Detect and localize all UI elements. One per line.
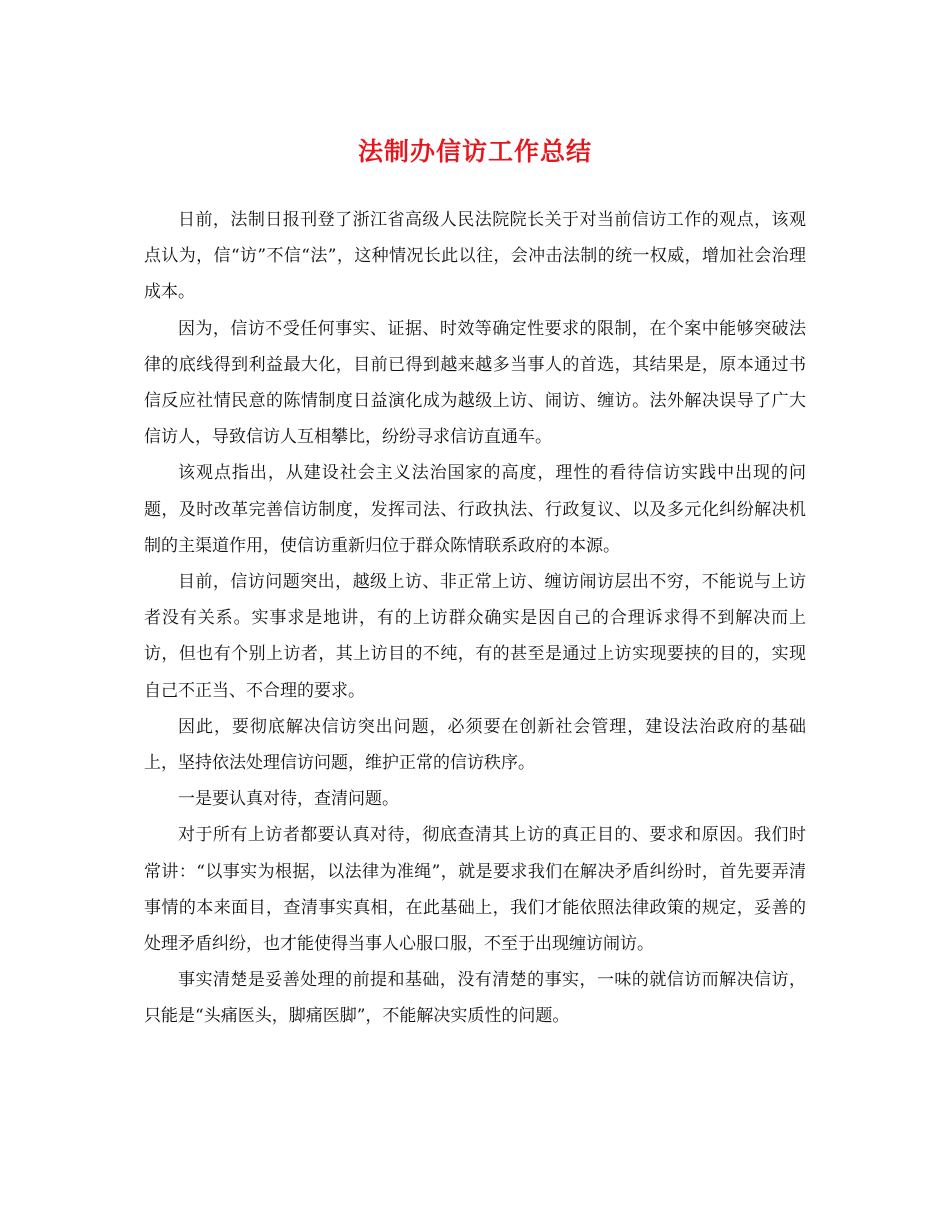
document-body — [144, 202, 806, 1035]
paragraph-2: 因为，信访不受任何事实、证据、时效等确定性要求的限制，在个案中能够突破法律的底线得到利益最大化，目前已得到越来越多当事人的首选，其结果是，原本通过书信反应社情民意的陈情制度日益演化成为越级上访、闹访、缠访。法外解决误导了广大信访人，导致信访人互相攀比，纷纷寻求信访直通车。 — [144, 318, 806, 448]
paragraph-5: 因此，要彻底解决信访突出问题，必须要在创新社会管理，建设法治政府的基础上，坚持依法处理信访问题，维护正常的信访秩序。 — [144, 716, 806, 774]
paragraph-1: 日前，法制日报刊登了浙江省高级人民法院院长关于对当前信访工作的观点，该观点认为，信“访”不信“法”，这种情况长此以往，会冲击法制的统一权威，增加社会治理成本。 — [144, 210, 806, 303]
paragraph-3: 该观点指出，从建设社会主义法治国家的高度，理性的看待信访实践中出现的问题，及时改革完善信访制度，发挥司法、行政执法、行政复议、以及多元化纠纷解决机制的主渠道作用，使信访重新归位于群众陈情联系政府的本源。 — [144, 463, 806, 556]
paragraph-6: 一是要认真对待，查清问题。 — [178, 789, 399, 810]
paragraph-4: 目前，信访问题突出，越级上访、非正常上访、缠访闹访层出不穷，不能说与上访者没有关系。实事求是地讲，有的上访群众确实是因自己的合理诉求得不到解决而上访，但也有个别上访者，其上访目的不纯，有的甚至是通过上访实现要挟的目的，实现自己不正当、不合理的要求。 — [144, 572, 806, 701]
document-title: 法制办信访工作总结 — [357, 137, 592, 166]
paragraph-7: 对于所有上访者都要认真对待，彻底查清其上访的真正目的、要求和原因。我们时常讲：“以事实为根据，以法律为准绳”，就是要求我们在解决矛盾纠纷时，首先要弄清事情的本来面目，查清事实真相，在此基础上，我们才能依照法律政策的规定，妥善的处理矛盾纠纷，也才能使得当事人心服口服，不至于出现缠访闹访。 — [144, 825, 806, 955]
paragraph-8: 事实清楚是妥善处理的前提和基础，没有清楚的事实，一味的就信访而解决信访，只能是“头痛医头，脚痛医脚”，不能解决实质性的问题。 — [144, 970, 806, 1027]
